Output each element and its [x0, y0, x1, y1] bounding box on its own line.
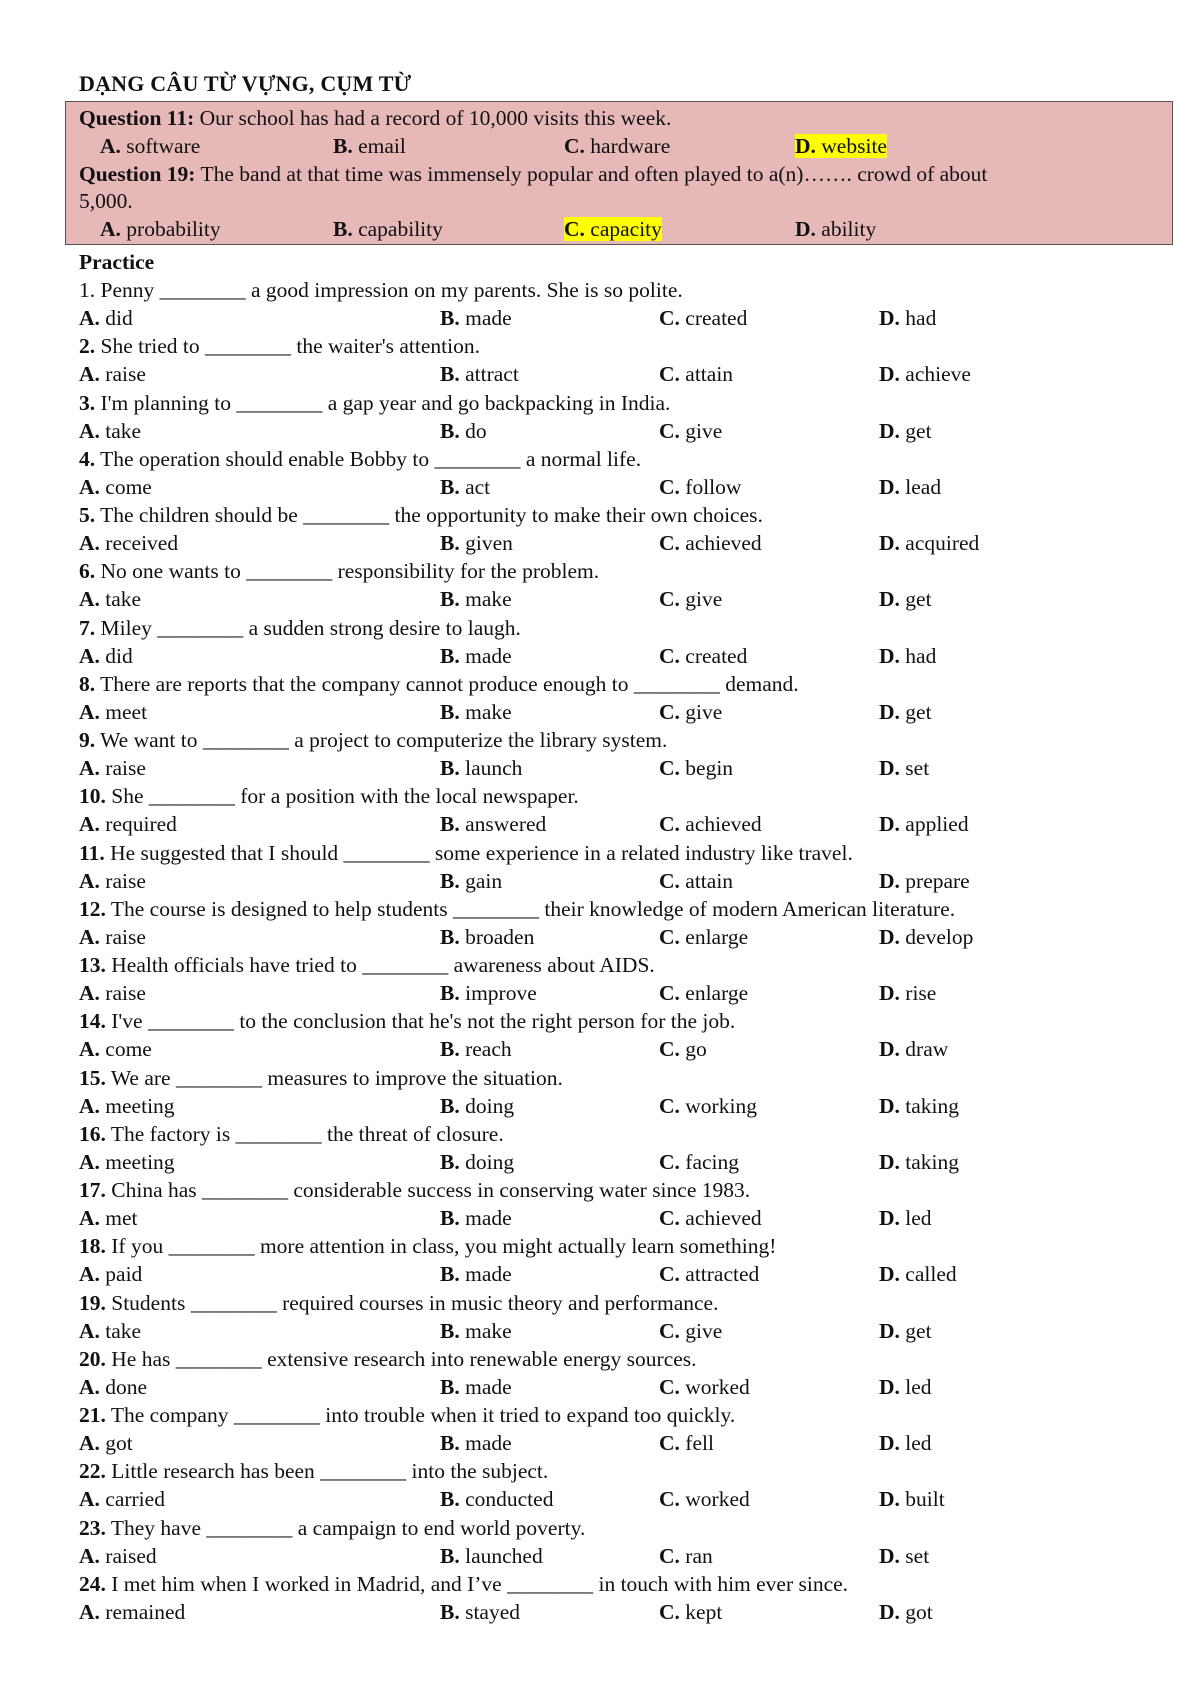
question-stem: I'm planning to ________ a gap year and go backpacking in India.	[95, 391, 671, 415]
question-number: 22.	[79, 1459, 106, 1483]
practice-question-9	[79, 727, 667, 753]
option-c: C. achieved	[659, 1206, 762, 1230]
question-number: 20.	[79, 1347, 106, 1371]
question-number: 13.	[79, 953, 106, 977]
question-stem: I met him when I worked in Madrid, and I’ve ________ in touch with him ever since.	[105, 1572, 849, 1596]
question-number: 8.	[79, 672, 96, 696]
option-a: A. come	[79, 475, 152, 499]
practice-question-16	[79, 1121, 504, 1147]
highlighted-answer: C. capacity	[564, 217, 662, 241]
practice-question-15	[79, 1065, 563, 1091]
option-a: A. raised	[79, 1544, 157, 1568]
option-d: D. got	[879, 1600, 933, 1624]
option-a: A. take	[79, 1319, 142, 1343]
option-b: B. made	[440, 306, 512, 330]
option-c: C. ran	[659, 1544, 713, 1568]
option-d: D. led	[879, 1375, 932, 1399]
option-a: A. required	[79, 812, 177, 836]
option-c: C. created	[659, 306, 748, 330]
section-heading: DẠNG CÂU TỪ VỰNG, CỤM TỪ	[79, 71, 412, 96]
box-question-stem	[79, 105, 671, 131]
question-number: 21.	[79, 1403, 106, 1427]
option-d: D. called	[879, 1262, 957, 1286]
option-b: B. made	[440, 1262, 512, 1286]
option-d: D. acquired	[879, 531, 980, 555]
question-number: 18.	[79, 1234, 106, 1258]
option-a: A. raise	[79, 869, 146, 893]
question-stem: They have ________ a campaign to end world poverty.	[105, 1516, 586, 1540]
question-stem: Students ________ required courses in music theory and performance.	[105, 1291, 719, 1315]
option-c: C. fell	[659, 1431, 714, 1455]
question-number: 17.	[79, 1178, 106, 1202]
box-option-a	[100, 133, 200, 159]
question-stem: She ________ for a position with the local newspaper.	[105, 784, 579, 808]
option-d: D. set	[879, 756, 930, 780]
question-label: Question 19:	[79, 162, 196, 186]
question-stem: She tried to ________ the waiter's attention.	[95, 334, 480, 358]
option-b: B. act	[440, 475, 491, 499]
option-c: C. begin	[659, 756, 734, 780]
option-a: A. met	[79, 1206, 138, 1230]
box-option-c	[564, 133, 670, 159]
question-text: The band at that time was immensely popular and often played to a(n)……. crowd of about	[195, 162, 988, 186]
question-number: 3.	[79, 391, 96, 415]
option-b: B. make	[440, 587, 512, 611]
option-d: D. taking	[879, 1150, 960, 1174]
option-a: A. raise	[79, 756, 146, 780]
option-a: A. meeting	[79, 1094, 175, 1118]
question-number: 1.	[79, 278, 96, 302]
option-d: D. rise	[879, 981, 937, 1005]
question-text: Our school has had a record of 10,000 visits this week.	[194, 106, 672, 130]
option-d: D. get	[879, 587, 932, 611]
option-c: C. give	[659, 700, 723, 724]
practice-question-10	[79, 783, 579, 809]
option-text: C. hardware	[564, 134, 671, 158]
question-number: 12.	[79, 897, 106, 921]
option-d: D. lead	[879, 475, 942, 499]
option-a: A. come	[79, 1037, 152, 1061]
option-c: C. attracted	[659, 1262, 760, 1286]
question-number: 10.	[79, 784, 106, 808]
box-option-b	[333, 133, 406, 159]
box-option-d	[795, 133, 887, 159]
practice-question-3	[79, 390, 670, 416]
option-c: C. give	[659, 1319, 723, 1343]
option-a: A. raise	[79, 981, 146, 1005]
question-number: 7.	[79, 616, 96, 640]
option-c: C. give	[659, 419, 723, 443]
option-d: D. achieve	[879, 362, 971, 386]
question-stem: No one wants to ________ responsibility for the problem.	[95, 559, 600, 583]
option-b: B. made	[440, 1375, 512, 1399]
question-number: 2.	[79, 334, 96, 358]
option-d: D. get	[879, 700, 932, 724]
practice-question-8	[79, 671, 799, 697]
option-d: D. taking	[879, 1094, 960, 1118]
practice-title: Practice	[79, 250, 155, 274]
option-d: D. had	[879, 306, 937, 330]
option-a: A. received	[79, 531, 179, 555]
option-c: C. follow	[659, 475, 742, 499]
option-d: D. develop	[879, 925, 974, 949]
option-d: D. led	[879, 1431, 932, 1455]
option-b: B. improve	[440, 981, 537, 1005]
option-b: B. attract	[440, 362, 519, 386]
question-number: 9.	[79, 728, 96, 752]
practice-question-12	[79, 896, 955, 922]
practice-question-21	[79, 1402, 735, 1428]
option-b: B. reach	[440, 1037, 512, 1061]
option-text: B. email	[333, 134, 406, 158]
practice-question-24	[79, 1571, 848, 1597]
option-b: B. made	[440, 1431, 512, 1455]
option-c: C. created	[659, 644, 748, 668]
question-stem: He suggested that I should ________ some experience in a related industry like travel.	[104, 841, 853, 865]
option-b: B. conducted	[440, 1487, 554, 1511]
question-stem: The course is designed to help students ________ their knowledge of modern American literature.	[105, 897, 956, 921]
question-stem: The factory is ________ the threat of closure.	[105, 1122, 504, 1146]
option-d: D. get	[879, 1319, 932, 1343]
option-b: B. gain	[440, 869, 503, 893]
option-text: D. ability	[795, 217, 877, 241]
option-b: B. given	[440, 531, 513, 555]
option-c: C. achieved	[659, 812, 762, 836]
option-text: A. probability	[100, 217, 221, 241]
option-a: A. did	[79, 644, 133, 668]
option-b: B. stayed	[440, 1600, 521, 1624]
practice-question-22	[79, 1458, 548, 1484]
option-c: C. attain	[659, 362, 734, 386]
option-d: D. draw	[879, 1037, 949, 1061]
question-number: 15.	[79, 1066, 106, 1090]
option-c: C. worked	[659, 1487, 750, 1511]
box-option-c	[564, 216, 662, 242]
option-c: C. kept	[659, 1600, 723, 1624]
practice-question-11	[79, 840, 853, 866]
option-d: D. built	[879, 1487, 945, 1511]
question-number: 11.	[79, 841, 105, 865]
practice-question-6	[79, 558, 599, 584]
option-c: C. achieved	[659, 531, 762, 555]
option-b: B. make	[440, 700, 512, 724]
option-d: D. set	[879, 1544, 930, 1568]
option-b: B. launch	[440, 756, 523, 780]
option-c: C. enlarge	[659, 925, 749, 949]
practice-question-7	[79, 615, 521, 641]
practice-question-2	[79, 333, 480, 359]
practice-question-14	[79, 1008, 735, 1034]
question-stem: Little research has been ________ into the subject.	[105, 1459, 549, 1483]
practice-question-18	[79, 1233, 776, 1259]
question-stem: Miley ________ a sudden strong desire to laugh.	[95, 616, 521, 640]
option-c: C. go	[659, 1037, 707, 1061]
question-number: 24.	[79, 1572, 106, 1596]
question-stem: The company ________ into trouble when it tried to expand too quickly.	[105, 1403, 736, 1427]
option-c: C. enlarge	[659, 981, 749, 1005]
question-number: 4.	[79, 447, 96, 471]
option-a: A. meeting	[79, 1150, 175, 1174]
question-number: 19.	[79, 1291, 106, 1315]
question-stem: The operation should enable Bobby to ________ a normal life.	[95, 447, 642, 471]
practice-question-17	[79, 1177, 750, 1203]
option-a: A. got	[79, 1431, 133, 1455]
option-c: C. attain	[659, 869, 734, 893]
option-b: B. do	[440, 419, 487, 443]
option-c: C. facing	[659, 1150, 739, 1174]
option-text: B. capability	[333, 217, 443, 241]
option-d: D. prepare	[879, 869, 970, 893]
question-stem: If you ________ more attention in class, you might actually learn something!	[105, 1234, 777, 1258]
option-a: A. remained	[79, 1600, 186, 1624]
option-b: B. doing	[440, 1150, 515, 1174]
question-number: 5.	[79, 503, 96, 527]
question-text-continued: 5,000.	[79, 189, 133, 213]
practice-question-4	[79, 446, 641, 472]
option-b: B. launched	[440, 1544, 543, 1568]
option-a: A. meet	[79, 700, 148, 724]
highlighted-answer: D. website	[795, 134, 887, 158]
question-number: 16.	[79, 1122, 106, 1146]
box-question-stem	[79, 161, 987, 187]
option-d: D. led	[879, 1206, 932, 1230]
option-d: D. applied	[879, 812, 969, 836]
option-c: C. give	[659, 587, 723, 611]
option-a: A. paid	[79, 1262, 143, 1286]
option-b: B. made	[440, 1206, 512, 1230]
option-a: A. raise	[79, 925, 146, 949]
option-b: B. broaden	[440, 925, 535, 949]
question-stem: I've ________ to the conclusion that he's not the right person for the job.	[105, 1009, 736, 1033]
question-stem: Health officials have tried to ________ awareness about AIDS.	[105, 953, 655, 977]
practice-question-23	[79, 1515, 585, 1541]
question-stem: China has ________ considerable success in conserving water since 1983.	[105, 1178, 751, 1202]
option-a: A. carried	[79, 1487, 165, 1511]
option-a: A. take	[79, 419, 142, 443]
box-option-d	[795, 216, 876, 242]
option-d: D. had	[879, 644, 937, 668]
option-b: B. answered	[440, 812, 547, 836]
practice-question-19	[79, 1290, 718, 1316]
question-stem: The children should be ________ the opportunity to make their own choices.	[95, 503, 763, 527]
option-a: A. done	[79, 1375, 148, 1399]
practice-question-20	[79, 1346, 697, 1372]
question-number: 6.	[79, 559, 96, 583]
option-c: C. working	[659, 1094, 757, 1118]
box-option-a	[100, 216, 221, 242]
question-number: 14.	[79, 1009, 106, 1033]
practice-question-13	[79, 952, 655, 978]
box-option-b	[333, 216, 443, 242]
practice-question-1	[79, 277, 683, 303]
option-b: B. doing	[440, 1094, 515, 1118]
question-label: Question 11:	[79, 106, 195, 130]
option-c: C. worked	[659, 1375, 750, 1399]
option-a: A. did	[79, 306, 133, 330]
question-stem: He has ________ extensive research into renewable energy sources.	[105, 1347, 697, 1371]
question-number: 23.	[79, 1516, 106, 1540]
option-a: A. raise	[79, 362, 146, 386]
option-b: B. made	[440, 644, 512, 668]
option-d: D. get	[879, 419, 932, 443]
question-stem: There are reports that the company cannot produce enough to ________ demand.	[95, 672, 799, 696]
option-b: B. make	[440, 1319, 512, 1343]
option-text: A. software	[100, 134, 201, 158]
option-a: A. take	[79, 587, 142, 611]
question-stem: Penny ________ a good impression on my parents. She is so polite.	[95, 278, 683, 302]
question-stem: We want to ________ a project to computerize the library system.	[95, 728, 668, 752]
practice-question-5	[79, 502, 763, 528]
question-stem: We are ________ measures to improve the situation.	[105, 1066, 563, 1090]
